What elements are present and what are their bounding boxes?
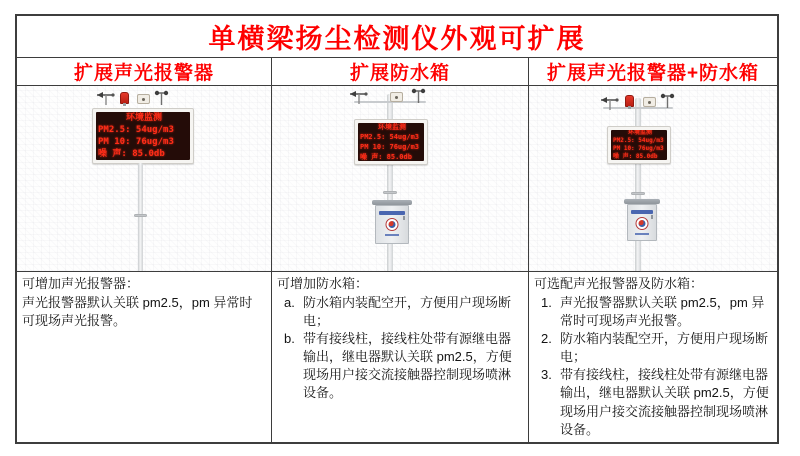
wind-vane-icon (95, 90, 116, 106)
led-line-noise: 噪 声: 85.0db (98, 149, 165, 159)
led-screen (611, 130, 667, 160)
led-line-pm25: PM2.5: 54ug/m3 (360, 133, 420, 141)
pole-ring (631, 192, 645, 195)
led-line-title: 环境监测 (378, 123, 406, 131)
note-item (277, 294, 522, 330)
page-title: 单横梁扬尘检测仪外观可扩展 (208, 23, 586, 54)
note-title: 可选配声光报警器及防水箱： (534, 276, 704, 292)
note-item (277, 330, 522, 403)
anemometer-cups-icon (154, 90, 169, 106)
box-brand-strip (631, 210, 654, 214)
led-line-noise: 噪 声: 85.0db (360, 153, 412, 161)
pole-ring (134, 214, 147, 217)
notes-alarm (17, 272, 272, 442)
note-item (534, 366, 771, 439)
note-item (534, 294, 771, 330)
notes-alarm-plus-box (529, 272, 777, 442)
note-text: 防水箱内装配空开，方便用户现场断电； (560, 330, 769, 365)
alarm-beacon-icon (625, 95, 634, 107)
box-caption-line (385, 234, 399, 236)
notes-waterproof-box (272, 272, 529, 442)
note-text: 声光报警器默认关联 pm2.5，pm 异常时可现场声光报警。 (560, 294, 765, 328)
note-marker: 2. (541, 330, 552, 346)
title-row (17, 16, 777, 58)
device-image-alarm (17, 86, 272, 271)
device-image-alarm-plus-box (529, 86, 777, 271)
box-logo (636, 217, 649, 230)
led-line-pm25: PM2.5: 54ug/m3 (98, 125, 174, 135)
box-caption-line (635, 233, 649, 235)
column-header-alarm-plus-box (529, 58, 777, 85)
box-latch (403, 216, 405, 220)
notes-row (17, 271, 777, 442)
image-row (17, 86, 777, 271)
led-screen (96, 112, 190, 160)
anemometer-cups-icon (660, 93, 675, 109)
note-marker: 1. (541, 294, 552, 310)
sensor-box-icon (390, 92, 403, 102)
header-row (17, 58, 777, 86)
note-title: 可增加防水箱： (277, 276, 369, 292)
led-display (92, 108, 194, 164)
sensor-box-icon (137, 94, 150, 104)
waterproof-box-body (627, 204, 657, 241)
mounting-pole (138, 163, 143, 271)
note-title: 可增加声光报警器： (22, 276, 140, 292)
spec-table (15, 14, 779, 444)
led-line-noise: 噪 声: 85.0db (613, 153, 658, 160)
box-latch (651, 215, 653, 219)
column-header-waterproof-box-label: 扩展防水箱 (349, 62, 450, 84)
note-marker: a. (284, 294, 295, 310)
pole-ring (383, 191, 397, 194)
note-item (22, 294, 265, 330)
anemometer-cups-icon (411, 88, 426, 104)
column-header-waterproof-box (272, 58, 529, 85)
led-display (607, 126, 671, 164)
column-header-alarm-plus-box-label: 扩展声光报警器+防水箱 (546, 62, 760, 84)
led-line-pm10: PM 10: 76ug/m3 (98, 137, 174, 147)
note-text: 声光报警器默认关联 pm2.5，pm 异常时可现场声光报警。 (22, 294, 253, 328)
led-line-pm10: PM 10: 76ug/m3 (613, 145, 664, 152)
note-item (534, 330, 771, 366)
device-image-waterproof-box (272, 86, 529, 271)
note-marker: b. (284, 330, 295, 346)
sensor-box-icon (643, 97, 656, 107)
monitor-device-alarm-plus-box (529, 86, 777, 271)
note-text: 带有接线柱，接线柱处带有源继电器输出，继电器默认关联 pm2.5，方便现场用户接交流接触器控制现场喷淋设备。 (560, 367, 769, 437)
mounting-pole (635, 98, 641, 271)
led-line-title: 环境监测 (125, 113, 162, 123)
note-text: 防水箱内装配空开，方便用户现场断电； (303, 294, 512, 328)
note-marker: 3. (541, 367, 552, 383)
box-brand-strip (379, 211, 405, 215)
led-line-pm25: PM2.5: 54ug/m3 (613, 137, 664, 144)
led-display (354, 119, 428, 165)
box-logo (386, 218, 399, 231)
wind-vane-icon (348, 89, 369, 105)
column-header-alarm (17, 58, 272, 85)
led-line-title: 环境监测 (627, 130, 652, 136)
led-line-pm10: PM 10: 76ug/m3 (360, 143, 420, 151)
led-screen (358, 123, 424, 161)
alarm-beacon-icon (120, 92, 129, 104)
wind-vane-icon (599, 95, 620, 111)
note-text: 带有接线柱，接线柱处带有源继电器输出，继电器默认关联 pm2.5，方便现场用户接交流接触器控制现场喷淋设备。 (303, 330, 512, 401)
monitor-device-alarm (17, 86, 271, 271)
monitor-device-waterproof-box (272, 86, 528, 271)
waterproof-box-body (375, 205, 409, 244)
column-header-alarm-label: 扩展声光报警器 (73, 62, 214, 84)
